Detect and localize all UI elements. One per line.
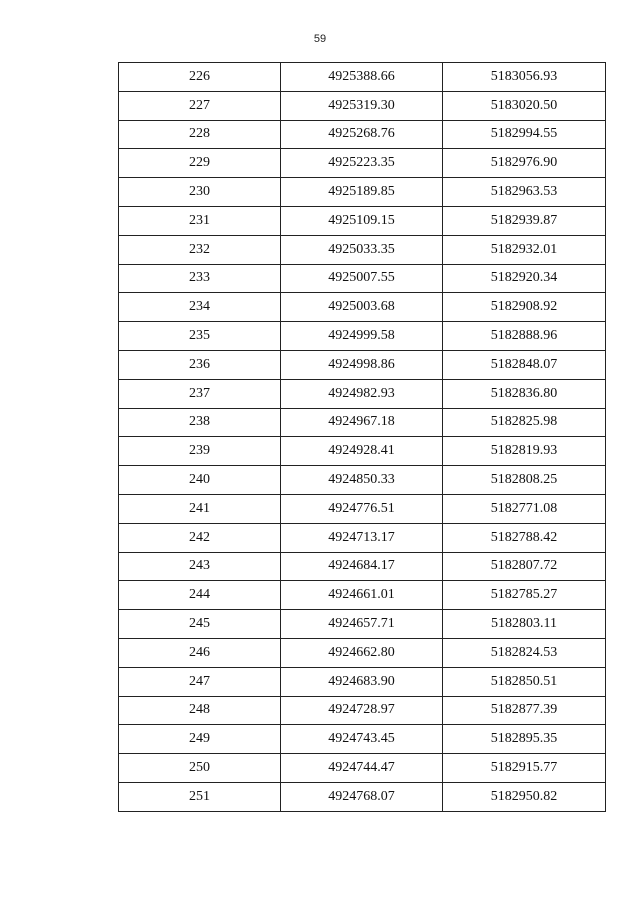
x-coordinate-cell: 4924657.71 — [281, 610, 443, 639]
table-row — [119, 725, 606, 754]
table-row — [119, 408, 606, 437]
x-coordinate-cell: 4924713.17 — [281, 523, 443, 552]
table-row — [119, 264, 606, 293]
point-number-cell: 233 — [119, 264, 281, 293]
table-row — [119, 667, 606, 696]
y-coordinate-cell: 5182807.72 — [443, 552, 606, 581]
x-coordinate-cell: 4924982.93 — [281, 379, 443, 408]
y-coordinate-cell: 5182908.92 — [443, 293, 606, 322]
table-row — [119, 610, 606, 639]
point-number-cell: 243 — [119, 552, 281, 581]
point-number-cell: 236 — [119, 350, 281, 379]
table-row — [119, 149, 606, 178]
table-row — [119, 638, 606, 667]
point-number-cell: 240 — [119, 466, 281, 495]
x-coordinate-cell: 4924928.41 — [281, 437, 443, 466]
point-number-cell: 226 — [119, 63, 281, 92]
table-row — [119, 494, 606, 523]
table-row — [119, 235, 606, 264]
point-number-cell: 250 — [119, 754, 281, 783]
point-number-cell: 241 — [119, 494, 281, 523]
point-number-cell: 237 — [119, 379, 281, 408]
y-coordinate-cell: 5182994.55 — [443, 120, 606, 149]
x-coordinate-cell: 4925388.66 — [281, 63, 443, 92]
y-coordinate-cell: 5182963.53 — [443, 178, 606, 207]
x-coordinate-cell: 4924776.51 — [281, 494, 443, 523]
table-row — [119, 754, 606, 783]
table-row — [119, 782, 606, 811]
x-coordinate-cell: 4925109.15 — [281, 206, 443, 235]
x-coordinate-cell: 4924743.45 — [281, 725, 443, 754]
x-coordinate-cell: 4924850.33 — [281, 466, 443, 495]
table-row — [119, 178, 606, 207]
y-coordinate-cell: 5182976.90 — [443, 149, 606, 178]
point-number-cell: 246 — [119, 638, 281, 667]
y-coordinate-cell: 5182771.08 — [443, 494, 606, 523]
table-row — [119, 523, 606, 552]
y-coordinate-cell: 5182877.39 — [443, 696, 606, 725]
table-row — [119, 552, 606, 581]
point-number-cell: 248 — [119, 696, 281, 725]
y-coordinate-cell: 5183020.50 — [443, 91, 606, 120]
x-coordinate-cell: 4924661.01 — [281, 581, 443, 610]
table-row — [119, 91, 606, 120]
point-number-cell: 229 — [119, 149, 281, 178]
table-row — [119, 120, 606, 149]
x-coordinate-cell: 4924728.97 — [281, 696, 443, 725]
x-coordinate-cell: 4924683.90 — [281, 667, 443, 696]
y-coordinate-cell: 5182932.01 — [443, 235, 606, 264]
point-number-cell: 231 — [119, 206, 281, 235]
table-row — [119, 437, 606, 466]
y-coordinate-cell: 5182915.77 — [443, 754, 606, 783]
x-coordinate-cell: 4925319.30 — [281, 91, 443, 120]
x-coordinate-cell: 4924684.17 — [281, 552, 443, 581]
table-row — [119, 696, 606, 725]
y-coordinate-cell: 5182785.27 — [443, 581, 606, 610]
x-coordinate-cell: 4924998.86 — [281, 350, 443, 379]
point-number-cell: 227 — [119, 91, 281, 120]
point-number-cell: 245 — [119, 610, 281, 639]
y-coordinate-cell: 5182895.35 — [443, 725, 606, 754]
table-row — [119, 350, 606, 379]
coordinates-table-body — [119, 63, 606, 812]
x-coordinate-cell: 4925007.55 — [281, 264, 443, 293]
point-number-cell: 230 — [119, 178, 281, 207]
point-number-cell: 235 — [119, 322, 281, 351]
x-coordinate-cell: 4925003.68 — [281, 293, 443, 322]
y-coordinate-cell: 5182920.34 — [443, 264, 606, 293]
x-coordinate-cell: 4924744.47 — [281, 754, 443, 783]
point-number-cell: 234 — [119, 293, 281, 322]
x-coordinate-cell: 4925268.76 — [281, 120, 443, 149]
y-coordinate-cell: 5182836.80 — [443, 379, 606, 408]
point-number-cell: 244 — [119, 581, 281, 610]
table-row — [119, 466, 606, 495]
y-coordinate-cell: 5182819.93 — [443, 437, 606, 466]
table-row — [119, 293, 606, 322]
point-number-cell: 249 — [119, 725, 281, 754]
point-number-cell: 232 — [119, 235, 281, 264]
y-coordinate-cell: 5182848.07 — [443, 350, 606, 379]
y-coordinate-cell: 5183056.93 — [443, 63, 606, 92]
page-number: 59 — [313, 33, 327, 45]
x-coordinate-cell: 4925189.85 — [281, 178, 443, 207]
table-row — [119, 581, 606, 610]
point-number-cell: 247 — [119, 667, 281, 696]
point-number-cell: 251 — [119, 782, 281, 811]
table-row — [119, 206, 606, 235]
y-coordinate-cell: 5182950.82 — [443, 782, 606, 811]
x-coordinate-cell: 4924662.80 — [281, 638, 443, 667]
y-coordinate-cell: 5182788.42 — [443, 523, 606, 552]
point-number-cell: 228 — [119, 120, 281, 149]
y-coordinate-cell: 5182803.11 — [443, 610, 606, 639]
point-number-cell: 238 — [119, 408, 281, 437]
y-coordinate-cell: 5182825.98 — [443, 408, 606, 437]
y-coordinate-cell: 5182824.53 — [443, 638, 606, 667]
point-number-cell: 239 — [119, 437, 281, 466]
table-row — [119, 379, 606, 408]
x-coordinate-cell: 4924999.58 — [281, 322, 443, 351]
x-coordinate-cell: 4925223.35 — [281, 149, 443, 178]
point-number-cell: 242 — [119, 523, 281, 552]
x-coordinate-cell: 4924768.07 — [281, 782, 443, 811]
y-coordinate-cell: 5182939.87 — [443, 206, 606, 235]
table-row — [119, 63, 606, 92]
x-coordinate-cell: 4924967.18 — [281, 408, 443, 437]
table-row — [119, 322, 606, 351]
y-coordinate-cell: 5182888.96 — [443, 322, 606, 351]
y-coordinate-cell: 5182808.25 — [443, 466, 606, 495]
x-coordinate-cell: 4925033.35 — [281, 235, 443, 264]
coordinates-table — [118, 62, 606, 812]
y-coordinate-cell: 5182850.51 — [443, 667, 606, 696]
